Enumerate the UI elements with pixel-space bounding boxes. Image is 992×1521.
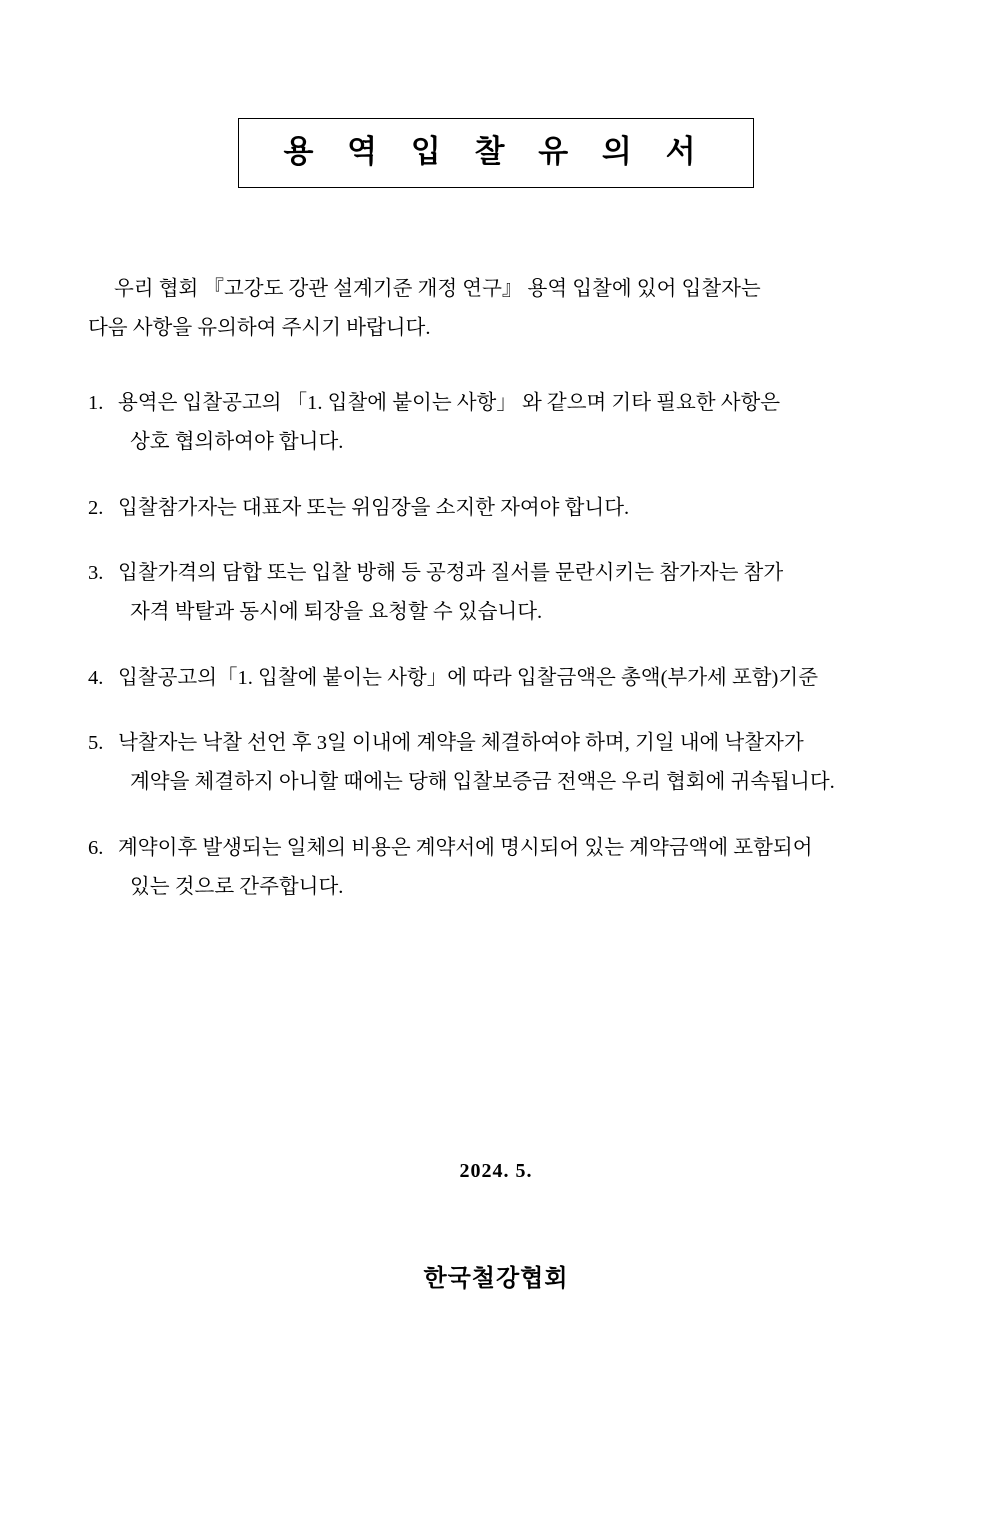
list-item-text [118,489,926,528]
list-item-line: 계약이후 발생되는 일체의 비용은 계약서에 명시되어 있는 계약금액에 포함되어 [118,836,813,859]
list-item-number: 5. [88,732,104,755]
list-item [88,554,926,633]
list-item-text [118,384,926,463]
list-item-line: 있는 것으로 간주합니다. [130,876,344,899]
list-item-line: 자격 박탈과 동시에 퇴장을 요청할 수 있습니다. [130,601,543,624]
list-item-line: 입찰공고의「1. 입찰에 붙이는 사항」에 따라 입찰금액은 총액(부가세 포함)기준 [118,666,818,689]
list-item-text [118,554,926,633]
intro-line-2: 다음 사항을 유의하여 주시기 바랍니다. [88,317,431,340]
list-item [88,724,926,803]
list-item [88,829,926,908]
list-item-line: 용역은 입찰공고의 「1. 입찰에 붙이는 사항」 와 같으며 기타 필요한 사항은 [118,391,781,414]
list-item-line: 상호 협의하여야 합니다. [130,431,344,454]
list-item-number: 1. [88,391,104,414]
title-box [238,118,753,188]
list-item-line: 계약을 체결하지 아니할 때에는 당해 입찰보증금 전액은 우리 협회에 귀속됩니다. [130,771,835,794]
list-item-line: 입찰가격의 담합 또는 입찰 방해 등 공정과 질서를 문란시키는 참가자는 참가 [118,562,784,585]
title-container [0,118,992,188]
list-item-text [118,829,926,908]
list-item-number: 4. [88,666,104,689]
intro-paragraph [88,270,926,348]
list-item [88,384,926,463]
document-date: 2024. 5. [459,1160,533,1182]
document-page [0,118,992,1521]
list-item-number: 3. [88,562,104,585]
list-item-text [118,659,926,698]
list-item-line: 입찰참가자는 대표자 또는 위임장을 소지한 자여야 합니다. [118,496,630,519]
list-item [88,659,926,698]
list-item-number: 2. [88,496,104,519]
list-item-text [118,724,926,803]
list-item-line: 낙찰자는 낙찰 선언 후 3일 이내에 계약을 체결하여야 하며, 기일 내에 낙찰자가 [118,732,804,755]
intro-line-1: 우리 협회 『고강도 강관 설계기준 개정 연구』 용역 입찰에 있어 입찰자는 [114,278,761,301]
list-item-number: 6. [88,836,104,859]
list-item [88,489,926,528]
document-body [0,270,992,907]
issuing-organization: 한국철강협회 [423,1266,569,1292]
page-title: 용 역 입 찰 유 의 서 [283,134,709,169]
